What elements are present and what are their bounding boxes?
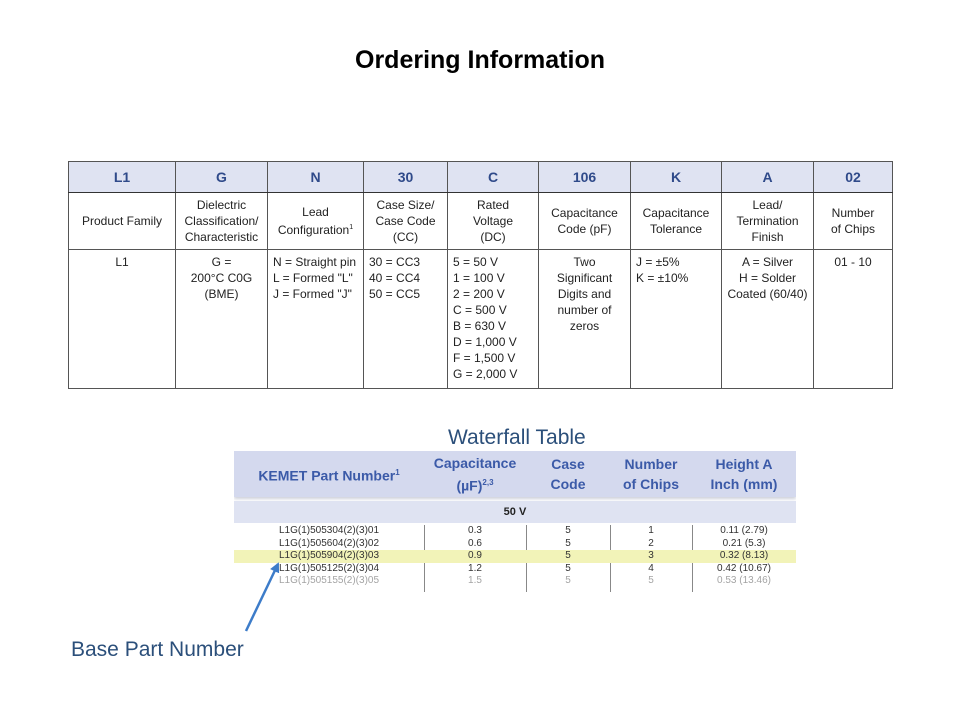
cell-line: L = Formed "L" <box>273 271 353 285</box>
cell-case: 5 <box>565 537 571 549</box>
value-cell <box>814 250 893 389</box>
code-row <box>69 162 893 193</box>
label-cell <box>364 193 448 250</box>
cell-line: D = 1,000 V <box>453 335 517 349</box>
header-text <box>456 473 493 496</box>
code-cell: K <box>631 162 722 193</box>
cell-line: of Chips <box>830 222 876 236</box>
cell-height: 0.32 (8.13) <box>719 550 769 561</box>
cell-line: A = Silver <box>741 255 794 269</box>
waterfall-title: Waterfall Table <box>448 426 586 449</box>
cell-line: Coated (60/40) <box>727 287 808 301</box>
value-row <box>69 250 893 389</box>
cell-line: 5 = 50 V <box>453 255 499 269</box>
label-cell <box>539 193 631 250</box>
cell-line: (CC) <box>392 230 419 244</box>
label-cell <box>814 193 893 250</box>
cell-line: Case Size/ <box>376 198 435 212</box>
header-text <box>258 463 399 486</box>
code-cell: L1 <box>69 162 176 193</box>
cell-case: 5 <box>565 525 571 536</box>
cell-line: F = 1,500 V <box>453 351 516 365</box>
cell-line: C = 500 V <box>453 303 507 317</box>
cell-chips: 4 <box>648 562 654 574</box>
cell-line: J = Formed "J" <box>273 287 352 301</box>
header-height <box>692 451 796 497</box>
cell-line: H = Solder <box>738 271 797 285</box>
cell-line: Case Code <box>375 214 436 228</box>
label-line <box>270 220 361 238</box>
cell-chips: 1 <box>648 525 654 536</box>
table-row <box>234 575 796 588</box>
cell-line: Code (pF) <box>557 222 612 236</box>
cell-line: Product Family <box>81 214 163 228</box>
label-cell <box>722 193 814 250</box>
cell-line: (BME) <box>204 287 239 301</box>
cell-chips: 2 <box>648 537 654 549</box>
value-cell <box>631 250 722 389</box>
cell-line: Capacitance <box>551 206 618 220</box>
header-text: Number <box>624 456 678 472</box>
cell-line: Lead/ <box>752 198 783 212</box>
footnote-mark: 1 <box>349 224 354 231</box>
cell-cap: 1.2 <box>468 562 482 574</box>
cell-part: L1G(1)505304(2)(3)01 <box>278 525 380 536</box>
cell-chips: 3 <box>648 550 654 561</box>
cell-height: 0.11 (2.79) <box>720 525 768 536</box>
cell-cap: 0.6 <box>468 537 482 549</box>
cell-cap: 1.5 <box>468 575 482 586</box>
cell-line: Dielectric <box>196 198 247 212</box>
cell-line: Termination <box>736 214 799 228</box>
cell-line: Number <box>831 206 875 220</box>
value-cell <box>69 250 176 389</box>
cell-line: Voltage <box>472 214 514 228</box>
cell-line: G = 2,000 V <box>453 367 518 381</box>
cell-line: Characteristic <box>184 230 259 244</box>
cell-line: 50 = CC5 <box>369 287 421 301</box>
cell-height: 0.42 (10.67) <box>717 562 771 574</box>
cell-line: Two <box>573 255 596 269</box>
header-text: Case <box>551 456 585 472</box>
header-text: of Chips <box>623 476 679 492</box>
cell-line: 2 = 200 V <box>453 287 505 301</box>
cell-line: number of <box>557 303 612 317</box>
value-cell <box>364 250 448 389</box>
cell-line: N = Straight pin <box>273 255 357 269</box>
cell-height: 0.21 (5.3) <box>722 537 766 549</box>
cell-part: L1G(1)505125(2)(3)04 <box>278 562 380 574</box>
waterfall-table <box>234 451 796 592</box>
value-cell <box>539 250 631 389</box>
header-text: Code <box>550 476 586 492</box>
code-cell: C <box>448 162 539 193</box>
header-capacitance <box>424 451 526 497</box>
cell-line: Digits and <box>557 287 612 301</box>
cell-cap: 0.3 <box>468 525 482 536</box>
label-cell <box>69 193 176 250</box>
cell-line: 200°C C0G <box>190 271 253 285</box>
table-row-highlighted <box>234 550 796 563</box>
cell-line: Significant <box>556 271 613 285</box>
cell-chips: 5 <box>648 575 654 586</box>
value-cell <box>268 250 364 389</box>
cell-line: 1 = 100 V <box>453 271 505 285</box>
label-cell <box>176 193 268 250</box>
cell-line: B = 630 V <box>453 319 507 333</box>
cell-case: 5 <box>565 562 571 574</box>
header-text: Height A <box>715 456 773 472</box>
cell-height: 0.53 (13.46) <box>717 575 771 586</box>
code-cell: 30 <box>364 162 448 193</box>
value-cell <box>722 250 814 389</box>
header-text: Capacitance <box>433 454 517 471</box>
cell-line: Finish <box>751 230 784 244</box>
code-cell: G <box>176 162 268 193</box>
ordering-table <box>68 161 893 389</box>
cell-line: zeros <box>569 319 600 333</box>
cell-line: 01 - 10 <box>834 255 872 269</box>
cell-case: 5 <box>565 575 571 586</box>
header-unit: (µF) <box>456 477 483 494</box>
value-cell <box>448 250 539 389</box>
table-row <box>234 525 796 538</box>
page-title: Ordering Information <box>355 46 605 74</box>
cell-line: G = <box>211 255 232 269</box>
label-text: Configuration <box>277 223 350 237</box>
table-row <box>234 563 796 576</box>
footnote-mark: 2,3 <box>482 477 494 487</box>
cell-line: Tolerance <box>649 222 703 236</box>
label-row <box>69 193 893 250</box>
code-cell: 02 <box>814 162 893 193</box>
waterfall-header <box>234 451 796 497</box>
cell-line: Classification/ <box>184 214 259 228</box>
cell-line: Capacitance <box>642 206 710 220</box>
voltage-group-row: 50 V <box>234 501 796 523</box>
footnote-mark: 1 <box>395 467 400 477</box>
cell-line: 30 = CC3 <box>369 255 421 269</box>
cell-part: L1G(1)505904(2)(3)03 <box>278 550 380 561</box>
cell-line: K = ±10% <box>636 271 689 285</box>
label-line: Lead <box>302 205 329 219</box>
header-number-of-chips <box>610 451 692 497</box>
label-cell <box>631 193 722 250</box>
base-part-number-label: Base Part Number <box>71 638 244 661</box>
header-part-number-text: KEMET Part Number <box>258 467 396 484</box>
cell-part: L1G(1)505604(2)(3)02 <box>278 537 380 549</box>
waterfall-rows <box>234 525 796 588</box>
cell-line: (DC) <box>480 230 506 244</box>
cell-line: L1 <box>115 255 129 269</box>
value-cell <box>176 250 268 389</box>
code-cell: A <box>722 162 814 193</box>
cell-cap: 0.9 <box>468 550 482 561</box>
cell-line: 40 = CC4 <box>369 271 421 285</box>
code-cell: 106 <box>539 162 631 193</box>
table-row <box>234 538 796 551</box>
header-text: Inch (mm) <box>710 476 778 492</box>
header-case-code <box>526 451 610 497</box>
cell-line: J = ±5% <box>636 255 680 269</box>
cell-line: Rated <box>476 198 510 212</box>
cell-part: L1G(1)505155(2)(3)05 <box>278 575 380 586</box>
code-cell: N <box>268 162 364 193</box>
label-cell <box>448 193 539 250</box>
cell-case: 5 <box>565 550 571 561</box>
label-cell <box>268 193 364 250</box>
header-part-number <box>234 451 424 497</box>
